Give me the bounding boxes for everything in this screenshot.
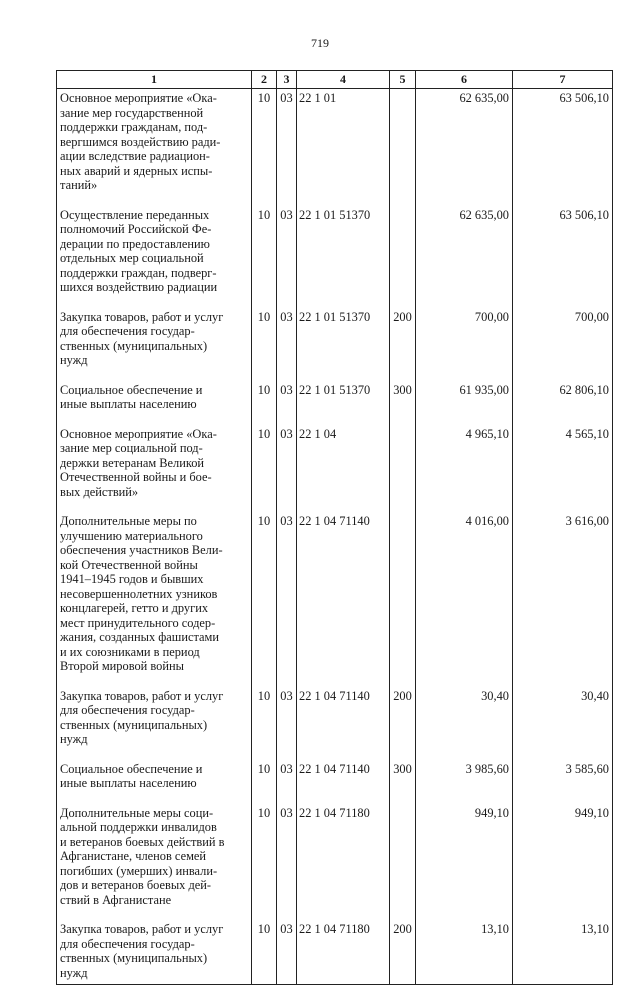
row-section: 10	[252, 208, 277, 310]
page-number: 719	[311, 36, 329, 50]
row-subsection: 03	[277, 762, 297, 806]
row-name: Основное мероприятие «Ока- зание мер социальной под- держки ветеранам Великой Отечественной войны и бое- вых действий»	[57, 427, 252, 515]
row-code: 22 1 04 71180	[297, 806, 390, 923]
row-subsection: 03	[277, 514, 297, 689]
row-section: 10	[252, 762, 277, 806]
row-expense-type	[390, 89, 416, 208]
row-name: Закупка товаров, работ и услуг для обеспечения государ- ственных (муниципальных) нужд	[57, 310, 252, 383]
row-section: 10	[252, 689, 277, 762]
row-expense-type: 200	[390, 689, 416, 762]
row-code: 22 1 04 71140	[297, 514, 390, 689]
header-col-7: 7	[513, 71, 613, 89]
row-expense-type	[390, 427, 416, 515]
row-code: 22 1 01 51370	[297, 310, 390, 383]
row-name: Закупка товаров, работ и услуг для обеспечения государ- ственных (муниципальных) нужд	[57, 922, 252, 985]
row-section: 10	[252, 514, 277, 689]
header-col-4: 4	[297, 71, 390, 89]
row-value-1: 3 985,60	[416, 762, 513, 806]
row-section: 10	[252, 310, 277, 383]
row-value-2: 62 806,10	[513, 383, 613, 427]
table-body	[57, 89, 613, 985]
row-value-1: 949,10	[416, 806, 513, 923]
header-col-2: 2	[252, 71, 277, 89]
row-subsection: 03	[277, 310, 297, 383]
header-col-3: 3	[277, 71, 297, 89]
table-row	[57, 383, 613, 427]
table-row	[57, 208, 613, 310]
table-row	[57, 310, 613, 383]
row-expense-type: 200	[390, 310, 416, 383]
row-subsection: 03	[277, 427, 297, 515]
table-header-row	[57, 71, 613, 89]
header-col-5: 5	[390, 71, 416, 89]
row-value-2: 949,10	[513, 806, 613, 923]
row-section: 10	[252, 427, 277, 515]
row-section: 10	[252, 806, 277, 923]
table-row	[57, 689, 613, 762]
row-code: 22 1 04 71140	[297, 762, 390, 806]
row-section: 10	[252, 89, 277, 208]
row-subsection: 03	[277, 383, 297, 427]
row-value-2: 3 585,60	[513, 762, 613, 806]
table-row	[57, 427, 613, 515]
row-expense-type: 300	[390, 383, 416, 427]
row-section: 10	[252, 383, 277, 427]
row-value-1: 30,40	[416, 689, 513, 762]
row-value-2: 30,40	[513, 689, 613, 762]
row-value-2: 700,00	[513, 310, 613, 383]
row-value-1: 62 635,00	[416, 89, 513, 208]
row-subsection: 03	[277, 689, 297, 762]
row-value-2: 63 506,10	[513, 208, 613, 310]
row-code: 22 1 04 71180	[297, 922, 390, 985]
row-subsection: 03	[277, 922, 297, 985]
row-subsection: 03	[277, 208, 297, 310]
row-code: 22 1 01 51370	[297, 383, 390, 427]
row-section: 10	[252, 922, 277, 985]
row-expense-type: 300	[390, 762, 416, 806]
row-name: Основное мероприятие «Ока- зание мер государственной поддержки гражданам, под- вергшимся воздействию ради- ации вследствие радиацион- ных аварий и ядерных испы- таний»	[57, 89, 252, 208]
header-col-1: 1	[57, 71, 252, 89]
table-row	[57, 762, 613, 806]
row-name: Осуществление переданных полномочий Российской Фе- дерации по предоставлению отдельных мер социальной поддержки граждан, подверг- шихся воздействию радиации	[57, 208, 252, 310]
row-code: 22 1 01 51370	[297, 208, 390, 310]
row-value-2: 63 506,10	[513, 89, 613, 208]
row-value-2: 13,10	[513, 922, 613, 985]
row-value-1: 4 016,00	[416, 514, 513, 689]
row-subsection: 03	[277, 89, 297, 208]
table-row	[57, 514, 613, 689]
table-row	[57, 89, 613, 208]
row-subsection: 03	[277, 806, 297, 923]
row-name: Социальное обеспечение и иные выплаты населению	[57, 762, 252, 806]
row-expense-type	[390, 208, 416, 310]
row-expense-type: 200	[390, 922, 416, 985]
row-expense-type	[390, 514, 416, 689]
budget-table	[56, 70, 613, 985]
row-code: 22 1 04 71140	[297, 689, 390, 762]
row-value-1: 61 935,00	[416, 383, 513, 427]
row-name: Закупка товаров, работ и услуг для обеспечения государ- ственных (муниципальных) нужд	[57, 689, 252, 762]
row-code: 22 1 04	[297, 427, 390, 515]
row-name: Дополнительные меры соци- альной поддержки инвалидов и ветеранов боевых действий в Афганистане, членов семей погибших (умерших) инвали- дов и ветеранов боевых дей- ствий в Афганистане	[57, 806, 252, 923]
row-code: 22 1 01	[297, 89, 390, 208]
row-value-2: 4 565,10	[513, 427, 613, 515]
row-value-1: 700,00	[416, 310, 513, 383]
row-value-1: 62 635,00	[416, 208, 513, 310]
header-col-6: 6	[416, 71, 513, 89]
row-value-1: 13,10	[416, 922, 513, 985]
row-name: Социальное обеспечение и иные выплаты населению	[57, 383, 252, 427]
row-value-1: 4 965,10	[416, 427, 513, 515]
table-row	[57, 922, 613, 985]
row-name: Дополнительные меры по улучшению материального обеспечения участников Вели- кой Отечественной войны 1941–1945 годов и бывших несовершеннолетних узников концлагерей, гетто и других мест принудительного содер- жания, созданных фашистами и их союзниками в период Второй мировой войны	[57, 514, 252, 689]
row-value-2: 3 616,00	[513, 514, 613, 689]
